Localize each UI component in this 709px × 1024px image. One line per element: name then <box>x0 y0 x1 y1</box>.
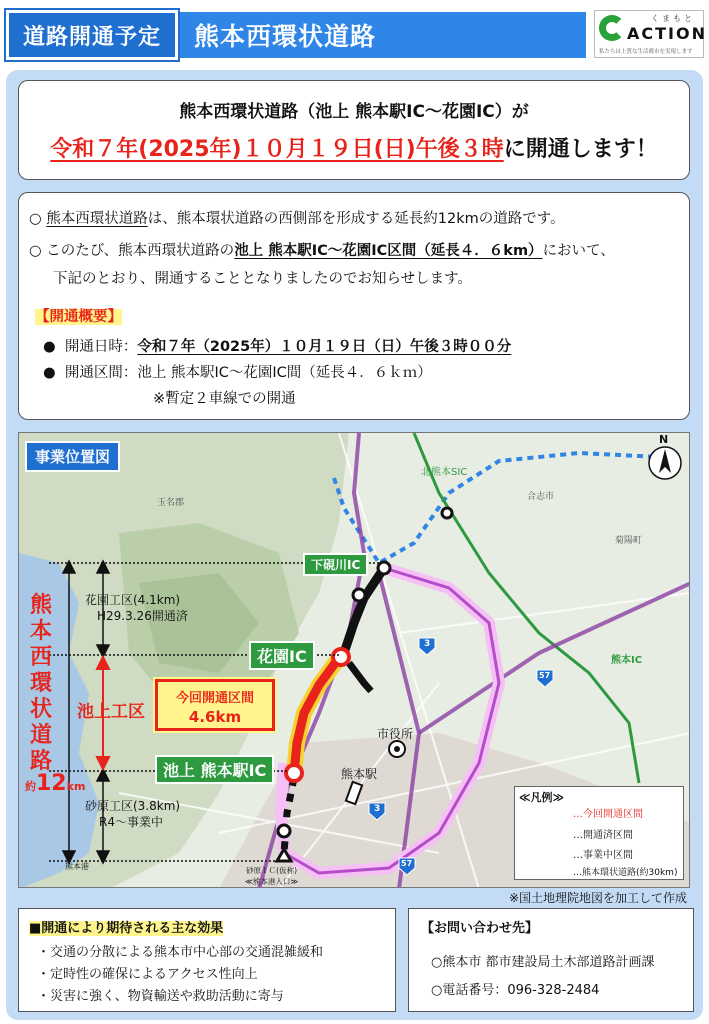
place-kikuyo: 菊陽町 <box>615 536 643 546</box>
new-section-callout <box>155 679 275 731</box>
contact-box <box>408 908 694 1012</box>
effect-item-1: ・交通の分散による熊本市中心部の交通混雑緩和 <box>37 945 324 960</box>
contact-heading: 【お問い合わせ先】 <box>421 921 539 936</box>
north-label: N <box>659 433 669 446</box>
callout-line2: 4.6km <box>188 708 242 726</box>
bullet-icon: ○ <box>29 211 42 227</box>
route-3-label: 3 <box>424 639 431 649</box>
overview-item-section <box>43 361 432 382</box>
section-label: 開通区間： <box>64 365 138 381</box>
section-value: 池上 熊本駅IC～花園IC間（延長４．６ｋｍ） <box>137 365 432 381</box>
kumamoto-action-logo <box>594 10 707 58</box>
kumamoto-ic-label: 熊本IC <box>611 655 643 666</box>
sunatori-date: R4～事業中 <box>99 815 163 829</box>
total-unit: km <box>66 780 86 793</box>
logo-small-text: くまもと <box>651 14 695 23</box>
ic-ikegami-kumamotoeki: 池上 熊本駅IC <box>155 755 274 784</box>
legend-title: ≪凡例≫ <box>519 791 565 804</box>
contact-tel: ○電話番号：096-328-2484 <box>431 983 600 998</box>
route-3-label-south: 3 <box>374 804 381 814</box>
announcement-suffix: に開通します！ <box>503 137 658 162</box>
overview-note: ※暫定２車線での開通 <box>153 391 296 407</box>
header-title: 熊本西環状道路 <box>180 12 580 58</box>
ic-sunatori-sub: ≪熊本港入口≫ <box>245 877 299 886</box>
callout-line1: 今回開通区間 <box>175 691 254 706</box>
map-credit: ※国土地理院地図を加工して作成 <box>508 891 687 905</box>
dot-icon: ● <box>43 365 56 381</box>
date-label: 開通日時： <box>64 339 138 355</box>
effect-item-3: ・災害に強く、物資輸送や救助活動に寄与 <box>37 989 284 1004</box>
route-57-label-south: 57 <box>401 859 413 868</box>
ic-sunatori-name: 砂原ＩＣ(仮称) <box>246 866 298 875</box>
road-name: 熊本西環状道路 <box>46 211 148 227</box>
legend-ring: …熊本環状道路(約30km) <box>573 868 678 878</box>
p2-section: 池上 熊本駅IC～花園IC区間（延長４．６km） <box>234 243 543 259</box>
total-length <box>25 771 85 796</box>
announcement-box <box>18 80 690 180</box>
effects-heading <box>29 917 223 936</box>
kumamoto-port-label: 熊本港 <box>65 862 89 871</box>
route-57-label: 57 <box>539 671 551 680</box>
total-num: 12 <box>36 771 67 796</box>
effects-heading-text: ■開通により期待される主な効果 <box>29 921 224 936</box>
map-legend <box>514 786 684 880</box>
vertical-road-title: 熊本西環状道路 <box>29 593 52 774</box>
kitakumamoto-sic-label: 北熊本SIC <box>421 467 468 478</box>
station-label: 熊本駅 <box>341 767 378 781</box>
details-box <box>18 192 690 420</box>
legend-construction: …事業中区間 <box>573 850 633 861</box>
logo-word: ACTION <box>627 24 707 43</box>
map-title: 事業位置図 <box>25 441 120 472</box>
header-tag: 道路開通予定 <box>6 10 178 60</box>
page-header <box>0 0 709 68</box>
place-gyokuto: 玉名郡 <box>157 498 185 508</box>
p2-a: このたび、熊本西環状道路の <box>46 243 235 259</box>
logo-c-icon <box>599 15 625 41</box>
effects-box <box>18 908 396 1012</box>
bullet-icon: ○ <box>29 243 42 259</box>
ic-hanazono: 花園IC <box>249 641 315 670</box>
effect-item-2: ・定時性の確保によるアクセス性向上 <box>37 967 258 982</box>
overview-tag: 【開通概要】 <box>35 309 122 325</box>
city-hall-label: 市役所 <box>377 727 414 741</box>
place-goshi: 合志市 <box>527 492 555 502</box>
overview-heading <box>35 305 122 326</box>
legend-open: …開通済区間 <box>573 830 633 841</box>
legend-new: …今回開通区間 <box>573 809 643 820</box>
announcement-line1: 熊本西環状道路（池上 熊本駅IC～花園IC）が <box>179 102 529 122</box>
dot-icon: ● <box>43 339 56 355</box>
date-value: 令和７年（2025年）１０月１９日（日）午後３時００分 <box>137 339 512 355</box>
detail-paragraph-2 <box>29 239 615 260</box>
sunatori-section: 砂原工区(3.8km) <box>85 799 181 813</box>
p2-c: において、 <box>542 243 615 259</box>
ikegami-section: 池上工区 <box>77 702 145 722</box>
ic-sunatori <box>245 865 298 887</box>
hanazono-date: H29.3.26開通済 <box>97 609 188 623</box>
contact-org: ○熊本市 都市建設局土木部道路計画課 <box>431 955 655 970</box>
total-prefix: 約 <box>25 780 36 793</box>
opening-date: 令和７年(2025年)１０月１９日(日)午後３時 <box>50 137 504 162</box>
hanazono-section: 花園工区(4.1km) <box>85 593 181 607</box>
p1-rest: は、熊本環状道路の西側部を形成する延長約12kmの道路です。 <box>147 211 565 227</box>
overview-item-date <box>43 335 511 356</box>
detail-paragraph-3: 下記のとおり、開通することとなりましたのでお知らせします。 <box>53 271 472 287</box>
announcement-line2 <box>19 132 689 163</box>
ic-shimosuzurikawa: 下硯川IC <box>303 553 368 576</box>
logo-subtext: 私たちは上質な生活都市を実現します <box>599 49 693 55</box>
detail-paragraph-1 <box>29 207 565 228</box>
